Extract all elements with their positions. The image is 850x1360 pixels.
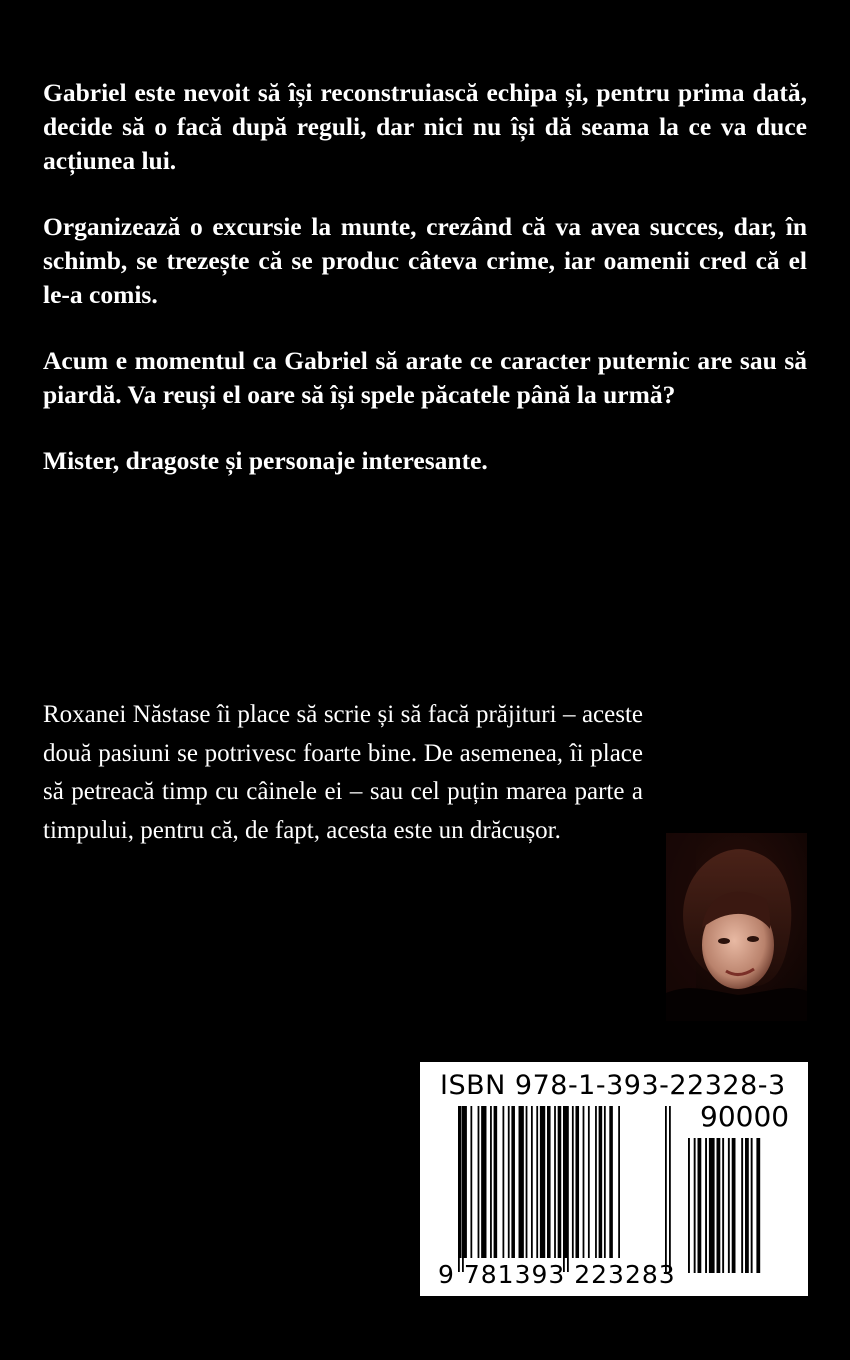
author-bio: Roxanei Năstase îi place să scrie și să facă prăjituri – aceste două pasiuni se potrivesc foarte bine. De asemenea, îi place să petreacă timp cu câinele ei – sau cel puțin marea parte a timpului, pentru că, de fapt, acesta este un drăcușor. [43,701,643,844]
synopsis [43,76,807,510]
isbn-barcode [420,1062,808,1296]
isbn-label: ISBN 978-1-393-22328-3 [440,1070,786,1101]
author-photo [666,833,807,1021]
synopsis-paragraph-3: Acum e momentul ca Gabriel să arate ce caracter puternic are sau să piardă. Va reuși el oare să își spele păcatele până la urmă? [43,346,807,409]
synopsis-paragraph-1: Gabriel este nevoit să își reconstruiască echipa și, pentru prima dată, decide să o facă după reguli, dar nici nu își dă seama la ce va duce acțiunea lui. [43,78,807,175]
synopsis-tagline: Mister, dragoste și personaje interesante. [43,446,488,475]
synopsis-paragraph-2: Organizează o excursie la munte, crezând că va avea succes, dar, în schimb, se trezește că se produc câteva crime, iar oamenii cred că el le-a comis. [43,212,807,309]
ean-digits: 9 781393 223283 [438,1260,676,1289]
price-code: 90000 [700,1100,790,1133]
